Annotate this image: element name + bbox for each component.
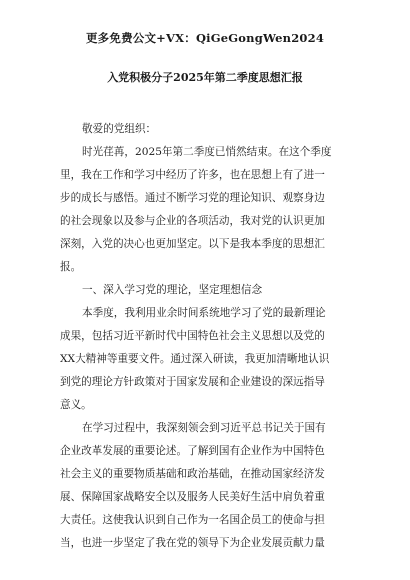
document-title: 入党积极分子2025年第二季度思想汇报 — [107, 71, 303, 84]
body-line: 的社会现象以及参与企业的各项活动，我对党的认识更加 — [60, 215, 325, 227]
body-line: 大责任。这使我认识到自己作为一名国企员工的使命与担 — [60, 514, 325, 526]
body-line: 时光荏苒，2025年第二季度已悄然结束。在这个季度 — [82, 146, 332, 158]
body-line: XX大精神等重要文件。通过深入研读，我更加清晰地认识 — [60, 353, 330, 365]
body-line: 里，我在工作和学习中经历了许多，也在思想上有了进一 — [60, 169, 325, 181]
watermark-header: 更多免费公文+VX：QiGeGongWen2024 — [85, 31, 325, 45]
body-line: 一、深入学习党的理论，坚定理想信念 — [82, 284, 263, 296]
body-line: 到党的理论方针政策对于国家发展和企业建设的深远指导 — [60, 376, 325, 388]
body-line: 敬爱的党组织： — [82, 123, 157, 135]
document-body — [60, 118, 350, 555]
body-line: 本季度，我利用业余时间系统地学习了党的最新理论 — [82, 307, 326, 319]
body-line: 企业改革发展的重要论述。了解到国有企业作为中国特色 — [60, 445, 325, 457]
body-line: 在学习过程中，我深刻领会到习近平总书记关于国有 — [82, 422, 326, 434]
body-line: 报。 — [60, 261, 82, 273]
body-line: 步的成长与感悟。通过不断学习党的理论知识、观察身边 — [60, 192, 325, 204]
body-line: 当，也进一步坚定了我在党的领导下为企业发展贡献力量 — [60, 537, 325, 549]
body-line: 成果，包括习近平新时代中国特色社会主义思想以及党的 — [60, 330, 325, 342]
body-line: 展、保障国家战略安全以及服务人民美好生活中肩负着重 — [60, 491, 325, 503]
body-line: 意义。 — [60, 399, 92, 411]
body-line: 社会主义的重要物质基础和政治基础，在推动国家经济发 — [60, 468, 325, 480]
body-line: 深刻，入党的决心也更加坚定。以下是我本季度的思想汇 — [60, 238, 325, 250]
